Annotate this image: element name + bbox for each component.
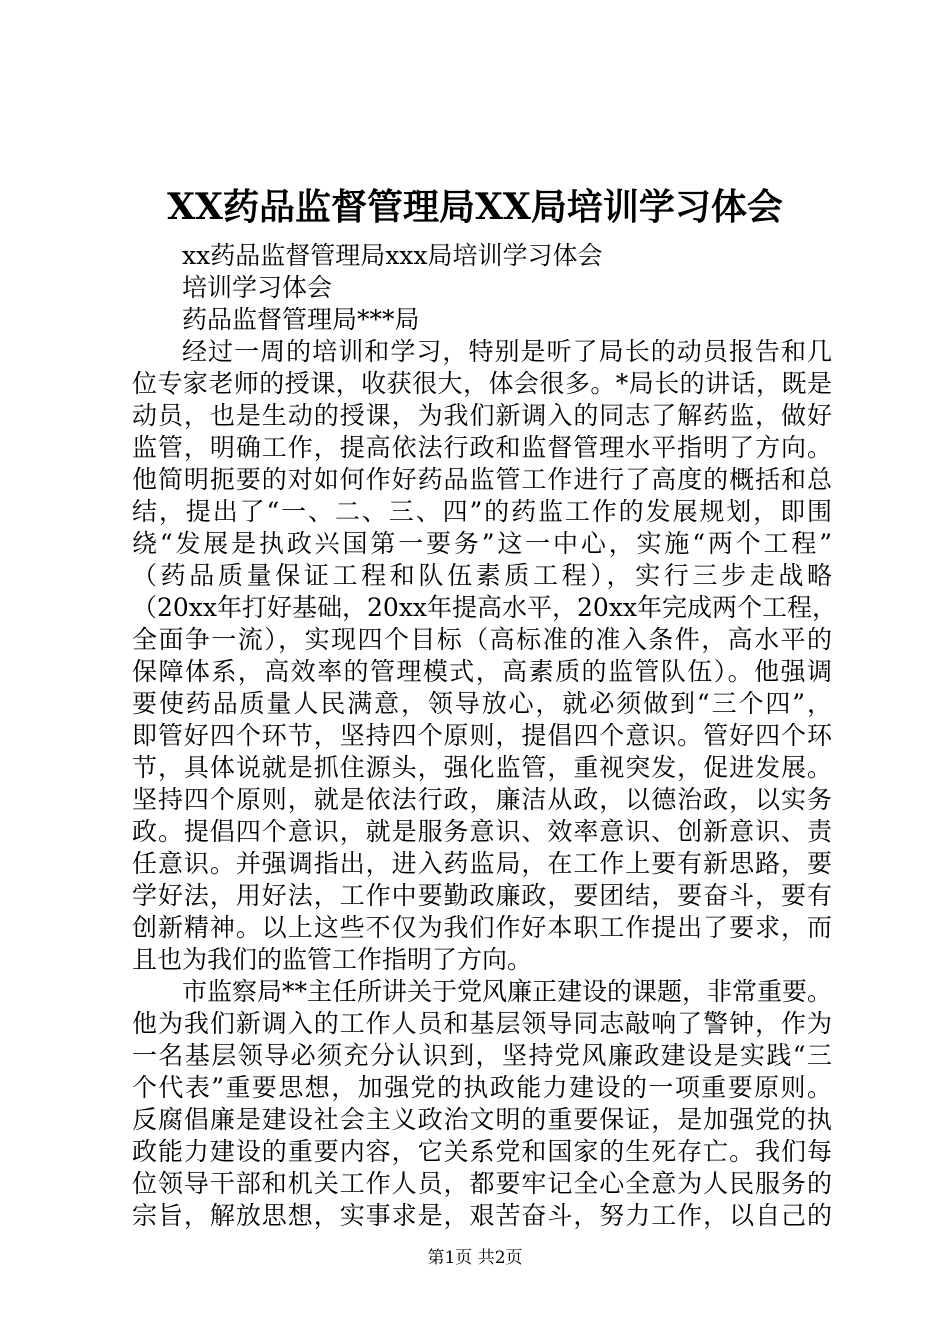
paragraph-line: 全面争一流），实现四个目标（高标准的准入条件，高水平的 — [132, 625, 832, 654]
paragraph-line: 经过一周的培训和学习，特别是听了局长的动员报告和几 — [182, 337, 832, 366]
paragraph-line: 创新精神。以上这些不仅为我们作好本职工作提出了要求，而 — [132, 913, 832, 942]
heading-line: xx药品监督管理局xxx局培训学习体会 — [182, 241, 603, 270]
paragraph-line: 保障体系，高效率的管理模式，高素质的监管队伍）。他强调 — [132, 657, 832, 686]
paragraph-line: 他简明扼要的对如何作好药品监管工作进行了高度的概括和总 — [132, 465, 832, 494]
paragraph-line: 任意识。并强调指出，进入药监局，在工作上要有新思路，要 — [132, 849, 832, 878]
paragraph-line: 且也为我们的监管工作指明了方向。 — [132, 945, 533, 974]
paragraph-line: 他为我们新调入的工作人员和基层领导同志敲响了警钟，作为 — [132, 1009, 832, 1038]
paragraph-line: 学好法，用好法，工作中要勤政廉政，要团结，要奋斗，要有 — [132, 881, 832, 910]
paragraph-line: 一名基层领导必须充分认识到，坚持党风廉政建设是实践“三 — [132, 1041, 832, 1070]
paragraph-line: 节，具体说就是抓住源头，强化监管，重视突发，促进发展。 — [132, 753, 832, 782]
document-body — [132, 240, 838, 1232]
paragraph-line: 位专家老师的授课，收获很大，体会很多。*局长的讲话，既是 — [132, 369, 832, 398]
heading-line: 药品监督管理局***局 — [182, 305, 420, 334]
paragraph-line: （20xx年打好基础，20xx年提高水平，20xx年完成两个工程， — [132, 593, 838, 622]
page-footer: 第1页 共2页 — [427, 1248, 523, 1268]
paragraph-line: 要使药品质量人民满意，领导放心，就必须做到“三个四”， — [132, 689, 832, 718]
heading-line: 培训学习体会 — [182, 273, 333, 302]
paragraph-1 — [132, 336, 838, 976]
paragraph-line: 反腐倡廉是建设社会主义政治文明的重要保证，是加强党的执 — [132, 1105, 832, 1134]
paragraph-2 — [132, 976, 832, 1232]
paragraph-line: 动员，也是生动的授课，为我们新调入的同志了解药监，做好 — [132, 401, 832, 430]
paragraph-line: 监管，明确工作，提高依法行政和监督管理水平指明了方向。 — [132, 433, 832, 462]
paragraph-line: 即管好四个环节，坚持四个原则，提倡四个意识。管好四个环 — [132, 721, 832, 750]
paragraph-line: 宗旨，解放思想，实事求是，艰苦奋斗，努力工作，以自己的 — [132, 1201, 832, 1230]
paragraph-line: 结，提出了“一、二、三、四”的药监工作的发展规划，即围 — [132, 497, 832, 526]
paragraph-line: 政能力建设的重要内容，它关系党和国家的生死存亡。我们每 — [132, 1137, 832, 1166]
paragraph-line: 个代表”重要思想，加强党的执政能力建设的一项重要原则。 — [132, 1073, 832, 1102]
paragraph-line: （药品质量保证工程和队伍素质工程），实行三步走战略 — [132, 561, 832, 590]
document-title: XX药品监督管理局XX局培训学习体会 — [167, 186, 783, 228]
paragraph-line: 市监察局**主任所讲关于党风廉正建设的课题，非常重要。 — [182, 977, 833, 1006]
paragraph-line: 位领导干部和机关工作人员，都要牢记全心全意为人民服务的 — [132, 1169, 832, 1198]
paragraph-line: 绕“发展是执政兴国第一要务”这一中心，实施“两个工程” — [132, 529, 832, 558]
paragraph-line: 政。提倡四个意识，就是服务意识、效率意识、创新意识、责 — [132, 817, 832, 846]
paragraph-line: 坚持四个原则，就是依法行政，廉洁从政，以德治政，以实务 — [132, 785, 832, 814]
